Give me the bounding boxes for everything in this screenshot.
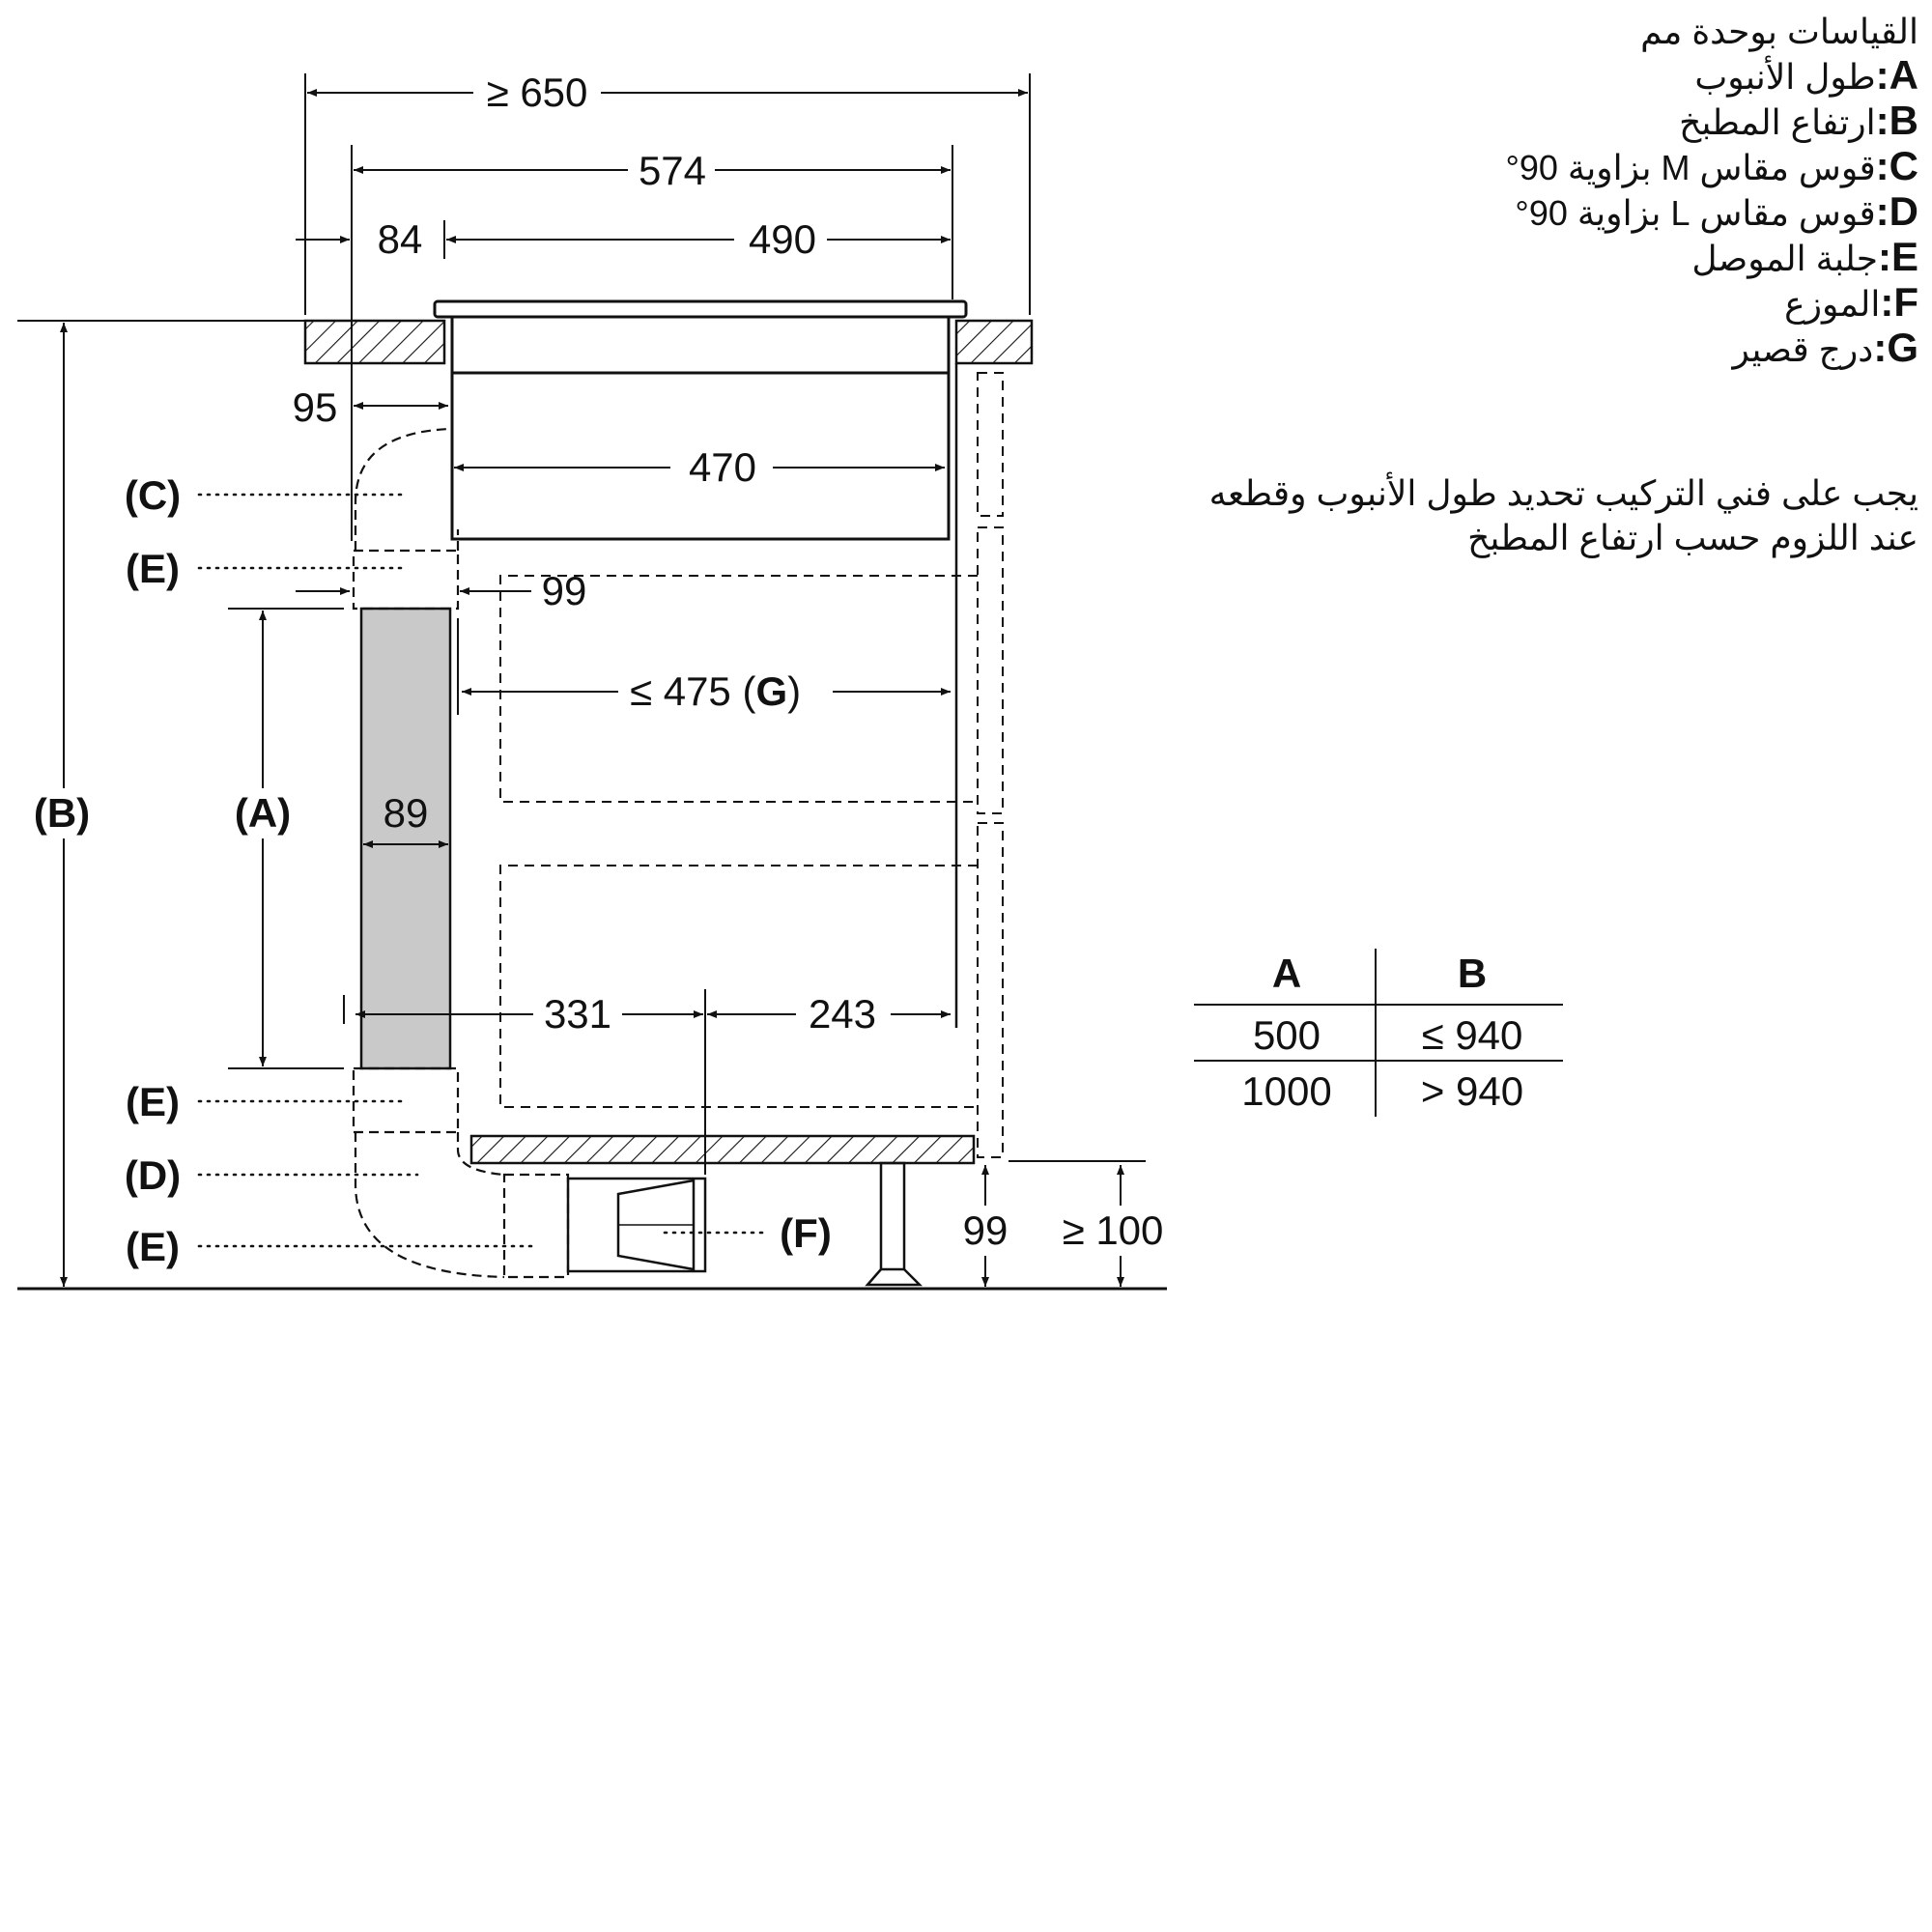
dim-243-text: 243: [808, 991, 877, 1037]
legend-title: القياسات بوحدة مم: [1640, 12, 1918, 51]
dim-475-g: G: [755, 668, 788, 714]
legend-text: الموزع: [1784, 284, 1881, 324]
table-cell-r1-b: ≤ 940: [1421, 1012, 1523, 1058]
legend: [1505, 10, 1918, 371]
table-cell-r2-b: > 940: [1420, 1068, 1524, 1114]
plinth-board: [471, 1136, 974, 1163]
duct-pipe: [361, 609, 450, 1068]
legend-key: B: [1889, 98, 1918, 143]
legend-text: ارتفاع المطبخ: [1679, 102, 1876, 142]
label-D: (D): [124, 1152, 182, 1198]
legend-key: G: [1887, 325, 1918, 370]
short-drawer-outline: [500, 373, 1003, 1157]
dim-99-bottom-text: 99: [962, 1208, 1009, 1253]
table-header-B: B: [1457, 951, 1488, 996]
legend-text: درج قصير: [1732, 329, 1874, 369]
legend-item-A: A:طول الأنبوب: [1694, 52, 1918, 98]
dim-490-text: 490: [748, 216, 817, 262]
dim-475-text: [630, 668, 801, 714]
leader-lines: [199, 495, 769, 1246]
legend-text: جلبة الموصل: [1691, 239, 1878, 278]
legend-item-F: F:الموزع: [1784, 279, 1918, 325]
label-C: (C): [124, 472, 182, 518]
worktop: [305, 321, 1032, 363]
dim-89-text: 89: [383, 790, 429, 836]
table-cell-r2-a: 1000: [1241, 1068, 1332, 1114]
dim-650-text: ≥ 650: [486, 70, 588, 115]
dim-84-text: 84: [377, 216, 423, 262]
legend-key: F: [1893, 279, 1918, 325]
legend-text: قوس مقاس L بزاوية 90°: [1515, 193, 1876, 233]
label-E-top: (E): [126, 546, 180, 591]
label-E-bottom: (E): [126, 1224, 180, 1269]
label-A: (A): [234, 790, 292, 836]
legend-item-C: C:قوس مقاس M بزاوية 90°: [1505, 143, 1918, 188]
legend-text: قوس مقاس M بزاوية 90°: [1505, 148, 1876, 187]
table-header-A: A: [1271, 951, 1302, 996]
dimension-table: [1194, 949, 1563, 1117]
legend-key: C: [1889, 143, 1918, 188]
dim-475-close: ): [787, 668, 802, 714]
hob-appliance: [435, 301, 966, 539]
dim-470-text: 470: [688, 444, 757, 490]
legend-item-B: B:ارتفاع المطبخ: [1679, 98, 1918, 143]
note-line-2: عند اللزوم حسب ارتفاع المطبخ: [1467, 518, 1918, 557]
label-F: (F): [780, 1210, 832, 1256]
distributor-box: [568, 1179, 705, 1271]
dim-100-text: ≥ 100: [1062, 1208, 1164, 1253]
installer-note: [1049, 471, 1918, 560]
label-B: (B): [33, 790, 91, 836]
dim-99-top-text: 99: [541, 568, 587, 613]
legend-key: D: [1889, 188, 1918, 234]
dim-331-text: 331: [543, 991, 612, 1037]
cabinet-leg: [867, 1163, 920, 1285]
legend-item-E: E:جلبة الموصل: [1691, 234, 1918, 279]
dim-574-text: 574: [638, 148, 707, 193]
legend-key: A: [1889, 52, 1918, 98]
legend-key: E: [1890, 234, 1918, 279]
legend-item-D: D:قوس مقاس L بزاوية 90°: [1515, 188, 1918, 234]
legend-text: طول الأنبوب: [1694, 57, 1876, 97]
note-line-1: يجب على فني التركيب تحديد طول الأنبوب وقطعه: [1208, 473, 1918, 513]
table-cell-r1-a: 500: [1252, 1012, 1321, 1058]
label-E-middle: (E): [126, 1079, 180, 1124]
dim-95-text: 95: [292, 384, 338, 430]
dim-475-prefix: ≤ 475 (: [630, 668, 756, 714]
legend-item-G: G:درج قصير: [1732, 325, 1918, 370]
